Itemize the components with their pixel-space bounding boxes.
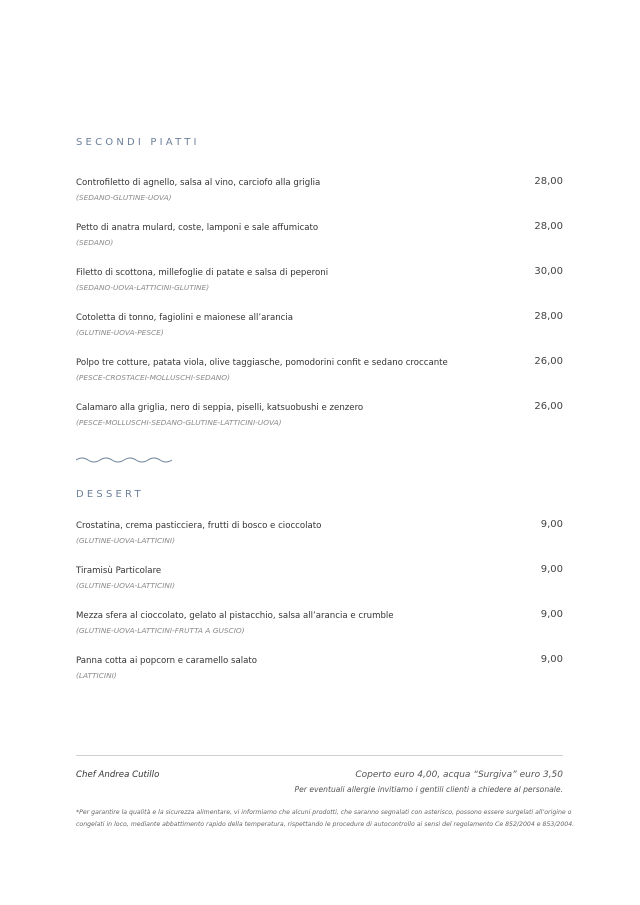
item-name: Controfiletto di agnello, salsa al vino, carciofo alla griglia [76, 178, 321, 188]
item-price: 26,00 [534, 401, 563, 412]
secondi-list [76, 178, 563, 448]
menu-item [76, 223, 563, 268]
item-price: 9,00 [540, 564, 563, 575]
item-allergens: (SEDANO-GLUTINE-UOVA) [76, 193, 172, 202]
menu-item [76, 403, 563, 448]
item-name: Cotoletta di tonno, fagiolini e maionese all’arancia [76, 313, 294, 323]
item-name: Panna cotta ai popcorn e caramello salato [76, 656, 258, 666]
menu-item [76, 611, 563, 656]
item-allergens: (GLUTINE-UOVA-LATTICINI) [76, 581, 175, 590]
section-title-secondi: SECONDI PIATTI [76, 137, 200, 148]
item-name: Tiramisù Particolare [76, 566, 162, 576]
item-name: Mezza sfera al cioccolato, gelato al pistacchio, salsa all’arancia e crumble [76, 611, 394, 621]
section-title-dessert: DESSERT [76, 489, 144, 500]
item-name: Crostatina, crema pasticciera, frutti di bosco e cioccolato [76, 521, 322, 531]
disclaimer: *Per garantire la qualità e la sicurezza alimentare, vi informiamo che alcuni prodotti, che saranno segnalati con asterisco, possono essere surgelati all’origine o congelati in loco, mediante abbattimento rapido della temperatura, rispettando le procedure di autocontrollo ai sensi del regolamento Ce 852/2004 e 853/2004. [76, 809, 575, 828]
item-price: 28,00 [534, 311, 563, 322]
item-name: Calamaro alla griglia, nero di seppia, piselli, katsuobushi e zenzero [76, 403, 364, 413]
item-allergens: (GLUTINE-UOVA-LATTICINI-FRUTTA A GUSCIO) [76, 626, 245, 635]
chef-name: Chef Andrea Cutillo [76, 770, 160, 780]
item-price: 26,00 [534, 356, 563, 367]
item-allergens: (SEDANO) [76, 238, 114, 247]
item-allergens: (PESCE-MOLLUSCHI-SEDANO-GLUTINE-LATTICINI-UOVA) [76, 418, 282, 427]
item-price: 28,00 [534, 176, 563, 187]
menu-item [76, 358, 563, 403]
item-price: 9,00 [540, 609, 563, 620]
cover-charge: Coperto euro 4,00, acqua “Surgiva” euro 3,50 [355, 770, 563, 780]
menu-item [76, 521, 563, 566]
item-name: Petto di anatra mulard, coste, lamponi e sale affumicato [76, 223, 319, 233]
item-price: 28,00 [534, 221, 563, 232]
item-name: Polpo tre cotture, patata viola, olive taggiasche, pomodorini confit e sedano croccante [76, 358, 448, 368]
item-price: 9,00 [540, 519, 563, 530]
item-name: Filetto di scottona, millefoglie di patate e salsa di peperoni [76, 268, 329, 278]
menu-item [76, 178, 563, 223]
item-allergens: (SEDANO-UOVA-LATTICINI-GLUTINE) [76, 283, 210, 292]
item-allergens: (GLUTINE-UOVA-LATTICINI) [76, 536, 175, 545]
allergy-note: Per eventuali allergie invitiamo i gentili clienti a chiedere al personale. [294, 785, 563, 794]
item-price: 30,00 [534, 266, 563, 277]
item-allergens: (LATTICINI) [76, 671, 117, 680]
menu-item [76, 268, 563, 313]
item-allergens: (GLUTINE-UOVA-PESCE) [76, 328, 164, 337]
item-price: 9,00 [540, 654, 563, 665]
dessert-list [76, 521, 563, 701]
item-allergens: (PESCE-CROSTACEI-MOLLUSCHI-SEDANO) [76, 373, 231, 382]
wave-divider-icon [76, 455, 176, 465]
menu-item [76, 656, 563, 701]
menu-item [76, 313, 563, 358]
menu-item [76, 566, 563, 611]
footer-divider [76, 755, 563, 756]
